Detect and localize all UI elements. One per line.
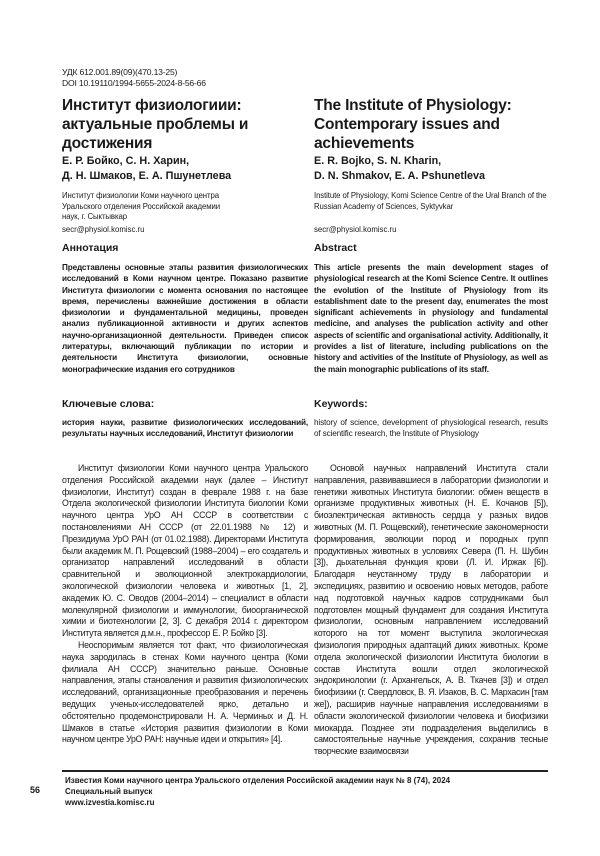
email-ru[interactable]: secr@physiol.komisc.ru xyxy=(62,225,308,235)
authors-ru-line1: Е. Р. Бойко, С. Н. Харин, xyxy=(62,154,308,169)
authors-ru xyxy=(62,154,308,184)
authors-en-line1: E. R. Bojko, S. N. Kharin, xyxy=(314,154,548,169)
keywords-en: history of science, development of physiological research, results of scientific research, the Institute of Physiology xyxy=(314,417,548,440)
body-paragraph: Основой научных направлений Института стали направления, развивавшиеся в лаборатории физиологии и генетики животных Института биологии: обмен веществ в организме продуктивных животных (Н. Е. Кочанов [5]), биоэлектрическая активность сердца у разных видов животных (М. П. Рощевский), генетические закономерности формирования, эволюции пород и породных групп продуктивных животных в условиях Севера (П. Н. Шубин [3]), дыхательная функция крови (Л. И. Иржак [6]). Благодаря неустанному труду в лаборатории и экспедициях, развитию и освоению новых методов, работе над подготовкой научных кадров сотрудниками был подготовлен мощный фундамент для создания Института физиологии, основным направлением исследований которого на тот момент выступила экологическая физиология природных адаптаций диких животных. Кроме отдела экологической физиологии Института биологии в состав Института вошли отдел экологической эндокринологии (г. Архангельск, А. В. Ткачев [3]) и отдел биофизики (г. Свердловск, В. Я. Изаков, В. С. Мархасин [там же]), расширив научные направления исследованиями в области экологической физиологии человека и биофизики миокарда. Позднее эти подразделения выделились в самостоятельные научные учреждения, сохранив тесные творческие взаимосвязи xyxy=(314,463,548,758)
affiliation-ru: Институт физиологии Коми научного центра Уральского отделения Российской академии наук, г. Сыктывкар xyxy=(62,191,237,223)
journal-name: Известия Коми научного центра Уральского отделения Российской академии наук № 8 (74), 2024 xyxy=(65,776,450,787)
footer xyxy=(65,776,450,808)
authors-ru-line2: Д. Н. Шмаков, Е. А. Пшунетлева xyxy=(62,169,308,184)
udc-code: УДК 612.001.89(09)(470.13-25) xyxy=(62,67,308,78)
affiliation-en: Institute of Physiology, Komi Science Centre of the Ural Branch of the Russian Academy of Sciences, Syktyvkar xyxy=(314,191,548,212)
page-number: 56 xyxy=(30,785,40,795)
abstract-heading-ru: Аннотация xyxy=(62,242,308,255)
body-right-column xyxy=(314,463,548,758)
authors-en xyxy=(314,154,548,184)
abstract-en: This article presents the main development stages of physiological research at the Komi Science Centre. It outlines the evolution of the Institute of Physiology from its establishment date to the present day, enumerates the most significant achievements in physiology and fundamental medicine, and analyses the publication activity and other aspects of scientific and organisational activity. Additionally, it provides a list of literature, including publications on the history and activities of the Institute of Physiology, as well as the main monographic publications of its staff. xyxy=(314,262,548,375)
keywords-heading-ru: Ключевые слова: xyxy=(62,398,308,411)
article-identifiers xyxy=(62,67,308,89)
keywords-heading-en: Keywords: xyxy=(314,398,548,411)
abstract-heading-en: Abstract xyxy=(314,242,548,255)
body-paragraph: Институт физиологии Коми научного центра Уральского отделения Российской академии наук (далее – Институт физиологии, Институт) создан в феврале 1988 г. на базе Отдела экологической физиологии Института биологии Коми научного центра УрО АН СССР в соответствии с постановлениями АН СССР (от 22.01.1988 № 12) и Президиума УрО РАН (от 01.02.1988). Директорами Института были академик М. П. Рощевский (1988–2004) – его создатель и организатор направлений исследований в области сравнительной и эволюционной электрокардиологии, экологической физиологии человека и животных [1, 2], академик Ю. С. Оводов (2004–2014) – специалист в области молекулярной физиологии и иммунологии, биоорганической химии и биотехнологии [2, 3]. С декабря 2014 г. директором Института является д.м.н., профессор Е. Р. Бойко [3]. xyxy=(62,463,308,640)
title-ru: Институт физиологиии: актуальные проблемы и достижения xyxy=(62,96,302,153)
body-left-column xyxy=(62,463,308,746)
footer-divider xyxy=(62,770,548,772)
authors-en-line2: D. N. Shmakov, E. A. Pshunetleva xyxy=(314,169,548,184)
journal-website[interactable]: www.izvestia.komisc.ru xyxy=(65,798,450,809)
doi: DOI 10.19110/1994-5655-2024-8-56-66 xyxy=(62,78,308,89)
keywords-ru: история науки, развитие физиологических исследований, результаты научных исследований, Институт физиологии xyxy=(62,417,308,440)
email-en[interactable]: secr@physiol.komisc.ru xyxy=(314,225,548,235)
issue-label: Специальный выпуск xyxy=(65,787,450,798)
title-en: The Institute of Physiology: Contemporary issues and achievements xyxy=(314,96,524,153)
body-paragraph: Неоспоримым является тот факт, что физиологическая наука зародилась в стенах Коми научного центра (Коми филиала АН СССР) значительно раньше. Основные направления, этапы становления и развития физиологических исследований, организационные преобразования и перечень ведущих ученых-исследователей ярко, детально и обстоятельно продемонстрировали Н. А. Черминых и Д. Н. Шмаков в статье «История развития физиологии в Коми научном центре УрО РАН: научные идеи и открытия» [4]. xyxy=(62,640,308,746)
abstract-ru: Представлены основные этапы развития физиологических исследований в Коми научном центре. Показано развитие Института физиологии с момента основания по настоящее время, перечислены важнейшие достижения в области физиологии и фундаментальной медицины, проведен анализ публикационной активности и других аспектов научно-организационной деятельности. Приведен список литературы, включающий публикации по истории и деятельности Института физиологии, основные монографические издания его сотрудников xyxy=(62,262,308,375)
